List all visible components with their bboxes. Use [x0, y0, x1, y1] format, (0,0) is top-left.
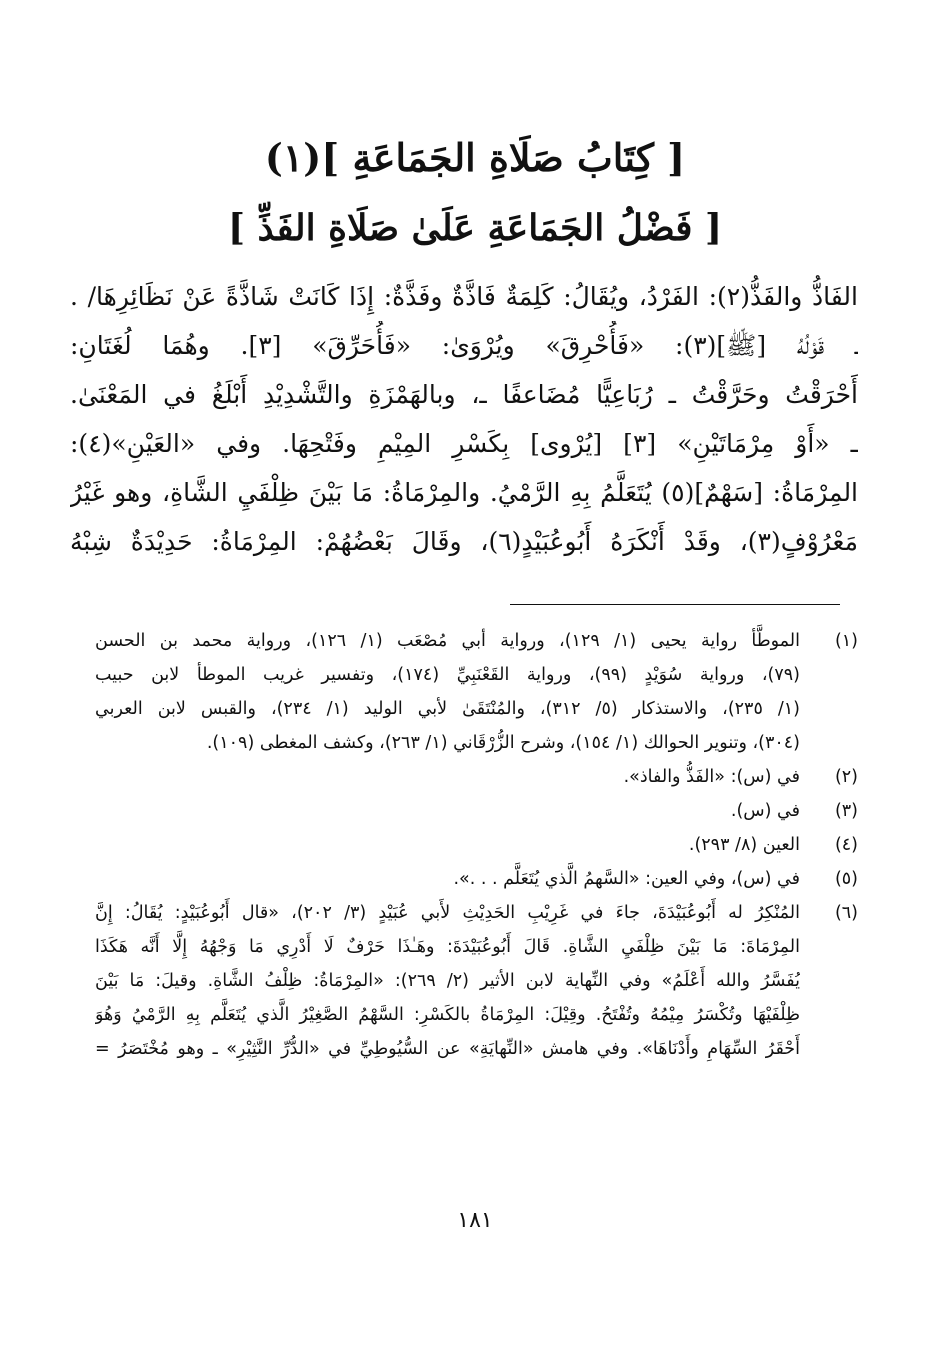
- footnote-5: [95, 862, 858, 896]
- footnote-4: [95, 828, 858, 862]
- footnote-text: في (س).: [730, 801, 800, 821]
- main-text: [70, 272, 858, 566]
- footnote-6-cont: [95, 998, 858, 1032]
- footnote-1: [95, 624, 858, 658]
- body-line: المِرْمَاةُ: [سَهْمٌ](٥) يُتَعَلَّمُ بِهِ الرَّمْيُ. والمِرْمَاةُ: مَا بَيْنَ ظِلْفَيِ الشَّاةِ، وهو غَيْرُ: [70, 478, 858, 507]
- footnote-text: (٧٩)، ورواية سُوَيْدٍ (٩٩)، ورواية القَعْنَبِيِّ (١٧٤)، وتفسير غريب الموطأ لابن حبيب: [95, 665, 800, 685]
- footnote-6-cont: [95, 1032, 858, 1066]
- footnote-6: [95, 896, 858, 930]
- footnote-text: يُفَسَّرُ والله أَعْلَمُ» وفي النِّهاية لابن الأثير (٢/ ٢٦٩): «المِرْمَاةُ: ظِلْفُ الشَّاةِ. وقيلَ: مَا بَيْنَ: [95, 971, 800, 991]
- footnote-6-cont: [95, 964, 858, 998]
- footnote-text: في (س): «الفَذُّ والفاذ».: [623, 767, 800, 787]
- footnote-number: (٣): [834, 801, 858, 821]
- footnote-number: (١): [834, 631, 858, 651]
- footnote-2: [95, 760, 858, 794]
- footnote-number: (٤): [834, 835, 858, 855]
- footnote-6-cont: [95, 930, 858, 964]
- footnote-text: المِرْمَاةَ: مَا بَيْنَ ظِلْفَيِ الشَّاةِ. قَالَ أَبُوعُبَيْدَةَ: وهَـٰذَا حَرْفٌ لَا أَدْرِي مَا وَجْهُهُ إِلَّا أَنَّه هَكَذَا: [95, 937, 800, 957]
- footnote-text: (١/ ٢٣٥)، والاستذكار (٥/ ٣١٢)، والمُنْتَقَىٰ لأبي الوليد (١/ ٢٣٤)، والقبس لابن العربي: [95, 699, 800, 719]
- body-line: مَعْرُوْفٍ(٣)، وقَدْ أَنْكَرَهُ أَبُوعُبَيْدٍ(٦)، وقَالَ بَعْضُهُمْ: المِرْمَاةُ: حَدِيْدَةٌ شِبْهُ: [70, 527, 858, 556]
- footnote-text: في (س)، وفي العين: «السَّهمُ الَّذي يُتَعَلَّم . . .».: [453, 869, 800, 889]
- footnote-separator: [510, 604, 840, 605]
- footnote-1-cont: [95, 726, 858, 760]
- chapter-title: [ كِتَابُ صَلَاةِ الجَمَاعَةِ ](١): [264, 135, 686, 180]
- footnote-3: [95, 794, 858, 828]
- body-line: ـ «أَوْ مِرْمَاتَيْنِ» [٣] [يُرْوى] بِكَسْرِ المِيْمِ وفَتْحِهَا. وفي «العَيْنِ»(٤):: [70, 429, 858, 458]
- footnote-number: (٢): [834, 767, 858, 787]
- footnotes: [95, 624, 858, 1066]
- body-line: الفَاذُّ والفَذُّ(٢): الفَرْدُ، ويُقَالُ: كَلِمَةٌ فَاذَّةٌ وفَذَّةٌ: إِذَا كَانَتْ شَاذَّةً عَنْ نَظَائِرِهَا/ .: [70, 282, 858, 311]
- section-title: [ فَضْلُ الجَمَاعَةِ عَلَىٰ صَلَاةِ الفَذِّ ]: [227, 207, 723, 249]
- footnote-1-cont: [95, 658, 858, 692]
- footnote-text: العين (٨/ ٢٩٣).: [688, 835, 800, 855]
- footnote-text: الموطَّأ رواية يحيى (١/ ١٢٩)، ورواية أبي مُصْعَب (١/ ١٢٦)، ورواية محمد بن الحسن: [95, 631, 800, 651]
- footnote-text: (٣٠٤)، وتنوير الحوالك (١/ ١٥٤)، وشرح الزُّرْقَاني (١/ ٢٦٣)، وكشف المغطى (١٠٩).: [206, 733, 800, 753]
- footnote-number: (٥): [834, 869, 858, 889]
- footnote-1-cont: [95, 692, 858, 726]
- headings: [60, 128, 890, 258]
- page-number: ١٨١: [457, 1208, 493, 1233]
- footnote-number: (٦): [834, 903, 858, 923]
- body-line: أَحْرَقْتُ وحَرَّقْتُ ـ رُبَاعِيًّا مُضَاعفًا ـ، وبالهَمْزَةِ والتَّشْدِيْدِ أَبْلَغُ في المَعْنَىٰ.: [70, 380, 858, 409]
- body-line: ـ قَوْلُهُ [ﷺ](٣): «فَأُحْرِقَ» ويُرْوَىٰ: «فَأُحَرِّقَ» [٣]. وهُمَا لُغَتَانِ:: [70, 331, 858, 360]
- footnote-text: ظِلْفَيْهَا وتُكْسَرُ مِيْمُهُ وتُفْتَحُ. وقِيْلَ: المِرْمَاةُ بالكَسْرِ: السَّهْمُ الصَّغِيْرُ الَّذي يُتَعَلَّم بِهِ الرَّمْيُ وَهُوَ: [95, 1005, 800, 1025]
- footnote-text: المُنْكِرُ له أَبُوعُبَيْدَةَ، جاءَ في غَرِيْبِ الحَدِيْثِ لأَبي عُبَيْدٍ (٣/ ٢٠٢)، «قال أَبُوعُبَيْدٍ: يُقَالُ: إِنَّ: [95, 903, 800, 923]
- footnote-text: أَحْقَرُ السِّهَامِ وأَدْنَاهَا». وفي هامش «النِّهايَةِ» عن السُّيُوطِيِّ في «الدُّرِّ النَّثِيْرِ» ـ وهو مُخْتَصَرُ =: [95, 1039, 800, 1059]
